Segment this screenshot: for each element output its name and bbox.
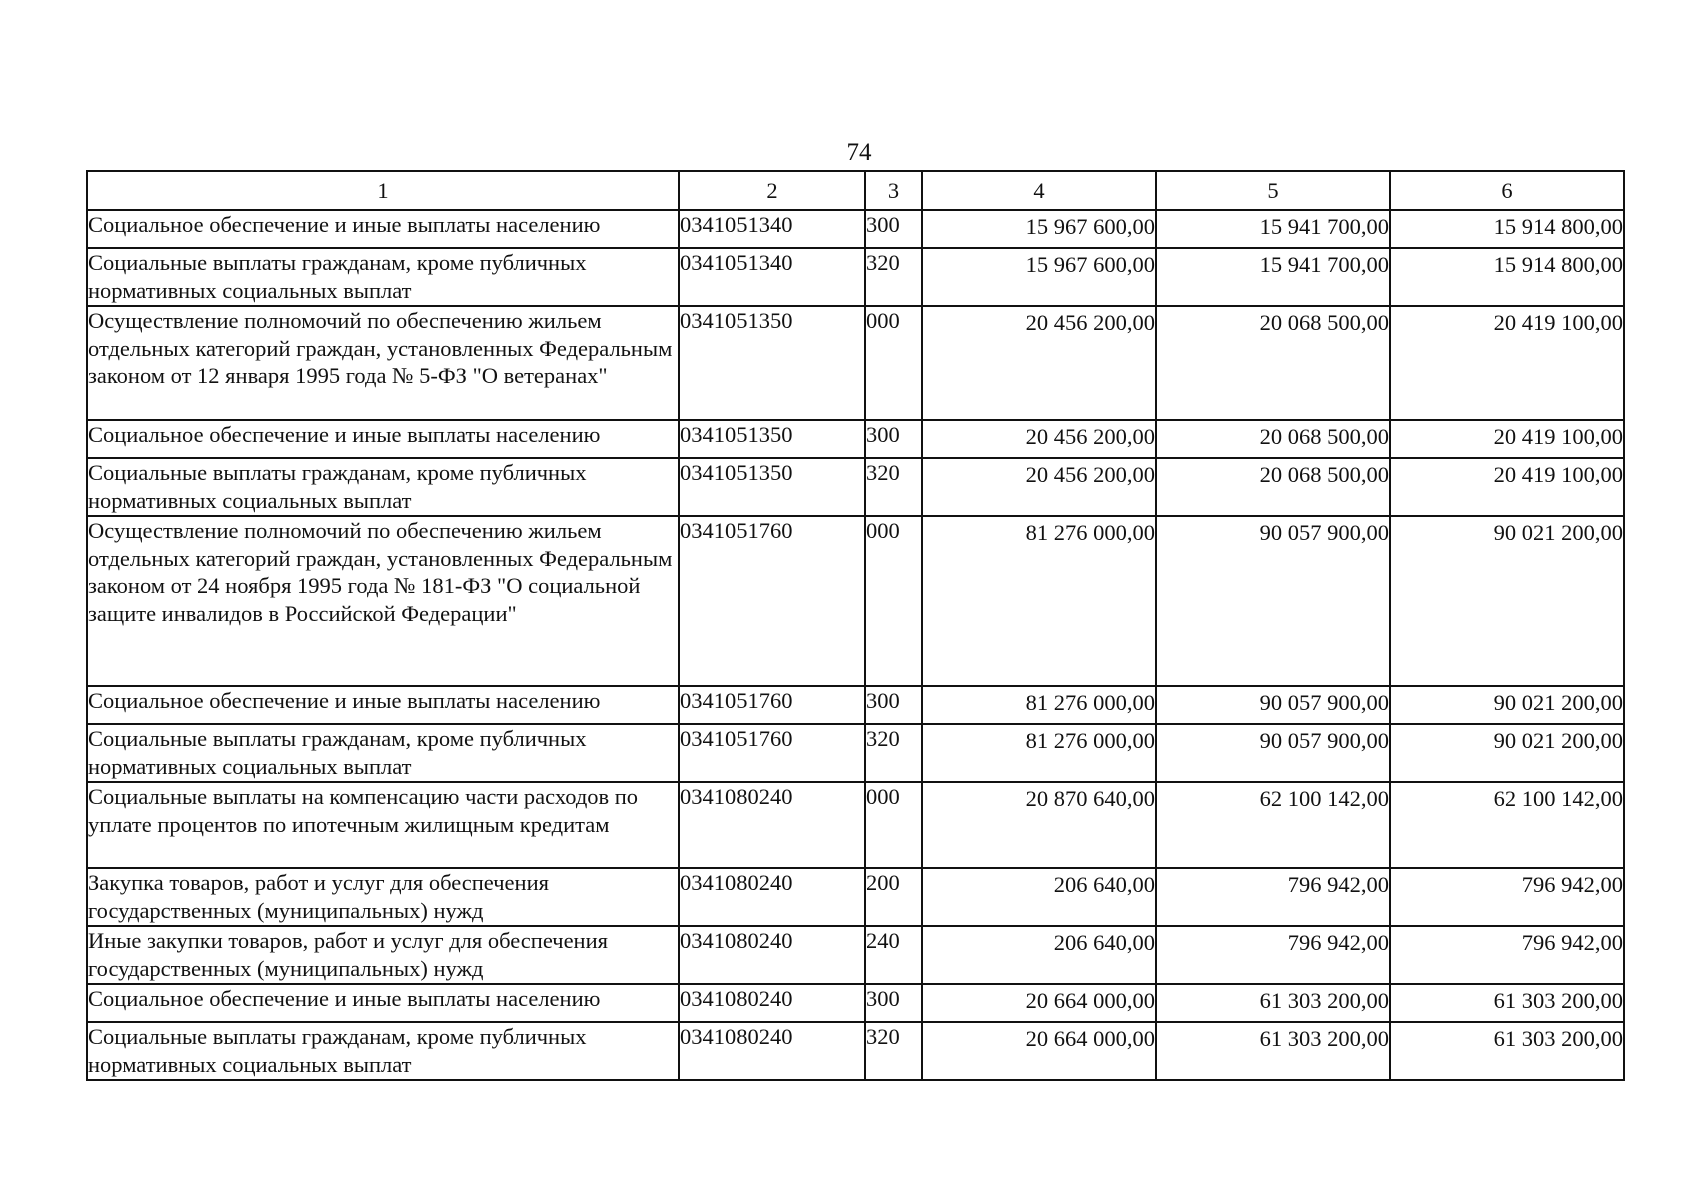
row-code: 0341080240 bbox=[679, 782, 865, 868]
row-expense-type: 320 bbox=[865, 1022, 922, 1080]
header-row bbox=[87, 171, 1624, 210]
table-row bbox=[87, 868, 1624, 926]
row-value-year1: 20 870 640,00 bbox=[922, 782, 1156, 868]
row-code: 0341051340 bbox=[679, 248, 865, 306]
row-code: 0341051760 bbox=[679, 516, 865, 686]
row-value-year1: 20 664 000,00 bbox=[922, 984, 1156, 1022]
row-name: Социальное обеспечение и иные выплаты населению bbox=[87, 686, 679, 724]
row-value-year2: 20 068 500,00 bbox=[1156, 420, 1390, 458]
row-name: Социальные выплаты гражданам, кроме публичных нормативных социальных выплат bbox=[87, 1022, 679, 1080]
row-expense-type: 200 bbox=[865, 868, 922, 926]
row-value-year1: 206 640,00 bbox=[922, 926, 1156, 984]
row-value-year2: 90 057 900,00 bbox=[1156, 724, 1390, 782]
row-code: 0341051760 bbox=[679, 724, 865, 782]
row-value-year3: 20 419 100,00 bbox=[1390, 458, 1624, 516]
row-name: Социальные выплаты гражданам, кроме публичных нормативных социальных выплат bbox=[87, 458, 679, 516]
row-name: Социальные выплаты на компенсацию части расходов по уплате процентов по ипотечным жилищным кредитам bbox=[87, 782, 679, 868]
row-expense-type: 320 bbox=[865, 458, 922, 516]
row-value-year2: 15 941 700,00 bbox=[1156, 248, 1390, 306]
row-value-year2: 90 057 900,00 bbox=[1156, 686, 1390, 724]
row-name: Социальное обеспечение и иные выплаты населению bbox=[87, 984, 679, 1022]
row-name: Социальные выплаты гражданам, кроме публичных нормативных социальных выплат bbox=[87, 724, 679, 782]
row-value-year2: 20 068 500,00 bbox=[1156, 306, 1390, 420]
row-value-year3: 15 914 800,00 bbox=[1390, 248, 1624, 306]
row-expense-type: 300 bbox=[865, 686, 922, 724]
row-value-year2: 61 303 200,00 bbox=[1156, 1022, 1390, 1080]
row-name: Социальное обеспечение и иные выплаты населению bbox=[87, 210, 679, 248]
row-value-year1: 20 664 000,00 bbox=[922, 1022, 1156, 1080]
column-header: 2 bbox=[679, 171, 865, 210]
row-value-year2: 796 942,00 bbox=[1156, 868, 1390, 926]
row-code: 0341080240 bbox=[679, 1022, 865, 1080]
row-value-year1: 81 276 000,00 bbox=[922, 724, 1156, 782]
row-expense-type: 300 bbox=[865, 420, 922, 458]
row-value-year1: 20 456 200,00 bbox=[922, 458, 1156, 516]
row-value-year3: 20 419 100,00 bbox=[1390, 420, 1624, 458]
row-code: 0341080240 bbox=[679, 868, 865, 926]
row-value-year1: 20 456 200,00 bbox=[922, 306, 1156, 420]
table-row bbox=[87, 782, 1624, 868]
row-expense-type: 000 bbox=[865, 516, 922, 686]
row-value-year3: 15 914 800,00 bbox=[1390, 210, 1624, 248]
row-value-year2: 90 057 900,00 bbox=[1156, 516, 1390, 686]
table-row bbox=[87, 686, 1624, 724]
table-row bbox=[87, 248, 1624, 306]
column-header: 4 bbox=[922, 171, 1156, 210]
row-code: 0341051350 bbox=[679, 420, 865, 458]
row-name: Иные закупки товаров, работ и услуг для обеспечения государственных (муниципальных) нужд bbox=[87, 926, 679, 984]
row-value-year1: 206 640,00 bbox=[922, 868, 1156, 926]
row-expense-type: 320 bbox=[865, 724, 922, 782]
column-header: 1 bbox=[87, 171, 679, 210]
row-value-year3: 62 100 142,00 bbox=[1390, 782, 1624, 868]
row-value-year3: 796 942,00 bbox=[1390, 868, 1624, 926]
row-value-year3: 796 942,00 bbox=[1390, 926, 1624, 984]
column-header: 6 bbox=[1390, 171, 1624, 210]
table-row bbox=[87, 306, 1624, 420]
row-expense-type: 240 bbox=[865, 926, 922, 984]
row-value-year1: 15 967 600,00 bbox=[922, 210, 1156, 248]
row-name: Закупка товаров, работ и услуг для обеспечения государственных (муниципальных) нужд bbox=[87, 868, 679, 926]
row-code: 0341051350 bbox=[679, 306, 865, 420]
row-value-year2: 61 303 200,00 bbox=[1156, 984, 1390, 1022]
column-header: 5 bbox=[1156, 171, 1390, 210]
row-name: Осуществление полномочий по обеспечению жильем отдельных категорий граждан, установленных Федеральным законом от 12 января 1995 года № 5-ФЗ "О ветеранах" bbox=[87, 306, 679, 420]
table-row bbox=[87, 210, 1624, 248]
row-code: 0341051340 bbox=[679, 210, 865, 248]
row-expense-type: 320 bbox=[865, 248, 922, 306]
table-row bbox=[87, 516, 1624, 686]
budget-table bbox=[86, 170, 1625, 1081]
row-expense-type: 300 bbox=[865, 984, 922, 1022]
row-code: 0341080240 bbox=[679, 984, 865, 1022]
table-row bbox=[87, 420, 1624, 458]
table-row bbox=[87, 724, 1624, 782]
table-row bbox=[87, 1022, 1624, 1080]
table-row bbox=[87, 984, 1624, 1022]
row-name: Осуществление полномочий по обеспечению жильем отдельных категорий граждан, установленных Федеральным законом от 24 ноября 1995 года № 181-ФЗ "О социальной защите инвалидов в Российской Федерации" bbox=[87, 516, 679, 686]
row-value-year3: 90 021 200,00 bbox=[1390, 516, 1624, 686]
row-code: 0341051350 bbox=[679, 458, 865, 516]
row-value-year3: 90 021 200,00 bbox=[1390, 724, 1624, 782]
row-name: Социальные выплаты гражданам, кроме публичных нормативных социальных выплат bbox=[87, 248, 679, 306]
page-number: 74 bbox=[846, 139, 872, 166]
row-value-year2: 20 068 500,00 bbox=[1156, 458, 1390, 516]
table-row bbox=[87, 458, 1624, 516]
row-code: 0341051760 bbox=[679, 686, 865, 724]
table-row bbox=[87, 926, 1624, 984]
row-value-year2: 62 100 142,00 bbox=[1156, 782, 1390, 868]
row-value-year1: 81 276 000,00 bbox=[922, 686, 1156, 724]
row-value-year3: 20 419 100,00 bbox=[1390, 306, 1624, 420]
row-value-year2: 15 941 700,00 bbox=[1156, 210, 1390, 248]
row-value-year1: 15 967 600,00 bbox=[922, 248, 1156, 306]
column-header: 3 bbox=[865, 171, 922, 210]
row-value-year1: 81 276 000,00 bbox=[922, 516, 1156, 686]
row-value-year1: 20 456 200,00 bbox=[922, 420, 1156, 458]
row-expense-type: 300 bbox=[865, 210, 922, 248]
row-code: 0341080240 bbox=[679, 926, 865, 984]
row-value-year3: 61 303 200,00 bbox=[1390, 984, 1624, 1022]
row-expense-type: 000 bbox=[865, 306, 922, 420]
row-value-year2: 796 942,00 bbox=[1156, 926, 1390, 984]
row-value-year3: 90 021 200,00 bbox=[1390, 686, 1624, 724]
row-expense-type: 000 bbox=[865, 782, 922, 868]
row-value-year3: 61 303 200,00 bbox=[1390, 1022, 1624, 1080]
row-name: Социальное обеспечение и иные выплаты населению bbox=[87, 420, 679, 458]
